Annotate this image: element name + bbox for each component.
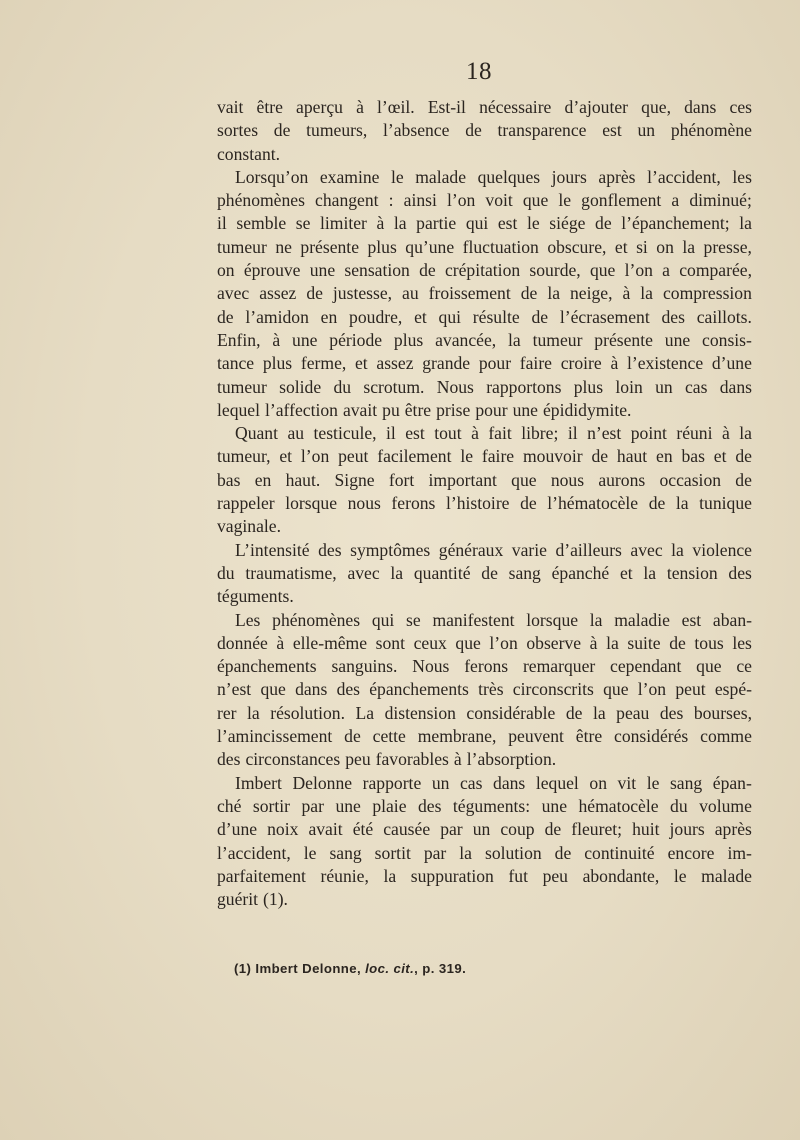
text-line: vait être aperçu à l’œil. Est-il nécessaire d’ajouter que, dans ces	[217, 97, 752, 117]
text-line: Imbert Delonne rapporte un cas dans lequel on vit le sang épan-	[235, 772, 752, 793]
text-line: lequel l’affection avait pu être prise pour une épididymite.	[217, 399, 632, 420]
text-line: l’accident, le sang sortit par la solution de continuité encore im-	[217, 842, 752, 863]
text-line: sortes de tumeurs, l’absence de transparence est un phénomène	[217, 120, 752, 141]
text-line: du traumatisme, avec la quantité de sang épanché et la tension des	[217, 562, 752, 583]
footnote-page-ref: , p. 319.	[414, 961, 467, 976]
text-line: Lorsqu’on examine le malade quelques jours après l’accident, les	[235, 166, 752, 187]
text-line: il semble se limiter à la partie qui est le siége de l’épanchement; la	[217, 213, 752, 234]
text-line: donnée à elle-même sont ceux que l’on observe à la suite de tous les	[217, 632, 752, 653]
page-number: 18	[466, 58, 492, 85]
text-line: téguments.	[217, 586, 294, 607]
text-line: Quant au testicule, il est tout à fait libre; il n’est point réuni à la	[235, 423, 752, 444]
text-line: rer la résolution. La distension considérable de la peau des bourses,	[217, 702, 752, 723]
text-line: bas en haut. Signe fort important que nous aurons occasion de	[217, 469, 752, 490]
text-line: épanchements sanguins. Nous ferons remarquer cependant que ce	[217, 656, 752, 677]
text-line: n’est que dans des épanchements très circonscrits que l’on peut espé-	[217, 679, 752, 700]
text-line: L’intensité des symptômes généraux varie d’ailleurs avec la violence	[235, 539, 752, 560]
text-line: Les phénomènes qui se manifestent lorsque la maladie est aban-	[235, 609, 752, 630]
text-line: vaginale.	[217, 516, 281, 537]
text-line: d’une noix avait été causée par un coup de fleuret; huit jours après	[217, 819, 752, 840]
footnote-citation: loc. cit.	[365, 961, 415, 976]
body-text	[217, 96, 752, 911]
text-line: l’amincissement de cette membrane, peuvent être considérés comme	[217, 726, 752, 747]
text-line: Enfin, à une période plus avancée, la tumeur présente une consis-	[217, 329, 752, 350]
text-line: tumeur, et l’on peut facilement le faire mouvoir de haut en bas et de	[217, 446, 752, 467]
footnote-text: (1) Imbert Delonne,	[234, 961, 366, 976]
text-line: phénomènes changent : ainsi l’on voit que le gonflement a diminué;	[217, 190, 752, 211]
text-line: parfaitement réunie, la suppuration fut peu abondante, le malade	[217, 865, 752, 886]
text-line: rappeler lorsque nous ferons l’histoire de l’hématocèle de la tunique	[217, 493, 752, 514]
text-line: des circonstances peu favorables à l’absorption.	[217, 749, 557, 770]
text-line: tumeur ne présente plus qu’une fluctuation obscure, et si on la presse,	[217, 236, 752, 257]
footnote	[234, 961, 466, 976]
text-line: on éprouve une sensation de crépitation sourde, que l’on a comparée,	[217, 260, 752, 281]
text-line: avec assez de justesse, au froissement de la neige, à la compression	[217, 283, 752, 304]
text-line: tance plus ferme, et assez grande pour faire croire à l’existence d’une	[217, 353, 752, 374]
text-line: tumeur solide du scrotum. Nous rapportons plus loin un cas dans	[217, 376, 752, 397]
text-line: constant.	[217, 143, 281, 164]
text-line: guérit (1).	[217, 889, 288, 910]
text-line: ché sortir par une plaie des téguments: une hématocèle du volume	[217, 795, 752, 816]
text-line: de l’amidon en poudre, et qui résulte de l’écrasement des caillots.	[217, 306, 752, 327]
